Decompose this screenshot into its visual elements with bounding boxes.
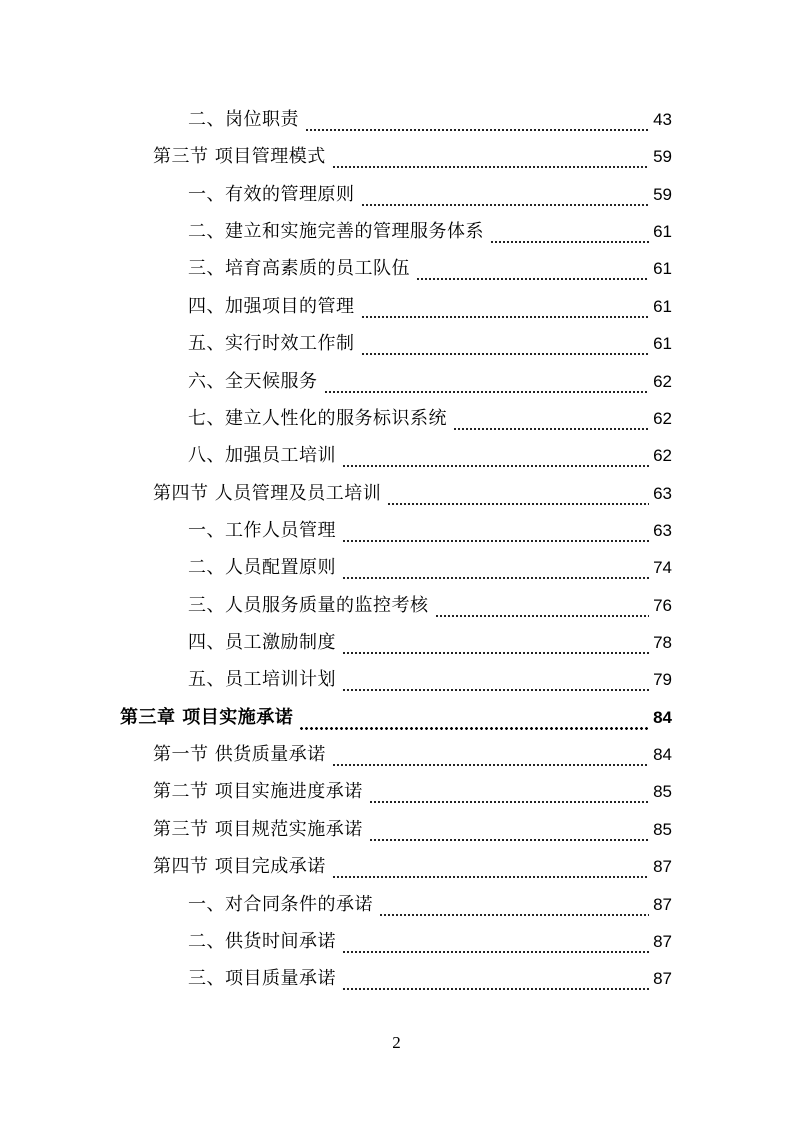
toc-entry[interactable] [0,250,793,287]
dot-leader [342,673,649,693]
toc-entry[interactable] [0,437,793,474]
dot-leader [379,898,649,918]
dot-leader [332,150,649,170]
dot-leader [342,561,649,581]
toc-entry-page: 61 [653,334,672,354]
toc-entry-page: 85 [653,782,672,802]
dot-leader [361,300,650,320]
toc-entry[interactable] [0,101,793,138]
page-number: 2 [392,1033,401,1052]
toc-entry[interactable] [0,400,793,437]
dot-leader [361,188,650,208]
toc-entry-page: 87 [653,894,672,914]
dot-leader [435,599,650,619]
toc-entry-title: 二、岗位职责 [188,109,299,130]
toc-entry[interactable] [0,848,793,885]
toc-entry-title: 一、工作人员管理 [188,519,336,541]
dot-leader [342,935,649,955]
dot-leader [332,748,649,768]
toc-entry-page: 84 [653,745,672,765]
toc-entry-title: 五、员工培训计划 [188,669,336,691]
dot-leader [305,113,649,133]
toc-entry-title: 三、培育高素质的员工队伍 [188,258,410,280]
toc-entry-title: 第四节 项目完成承诺 [153,856,326,878]
dot-leader [342,524,649,544]
dot-leader [332,860,649,880]
toc-entry[interactable] [0,325,793,362]
toc-entry[interactable] [0,736,793,773]
toc-entry-title: 四、加强项目的管理 [188,295,355,317]
toc-entry-title: 八、加强员工培训 [188,445,336,467]
toc-entry-page: 87 [653,857,672,877]
toc-entry[interactable] [0,512,793,549]
toc-entry-title: 第三节 项目规范实施承诺 [153,818,363,840]
toc-entry-page: 61 [653,222,672,242]
toc-entry[interactable] [0,475,793,512]
toc-entry-page: 78 [653,633,672,653]
toc-entry[interactable] [0,661,793,698]
toc-entry-title: 第一节 供货质量承诺 [153,744,326,766]
toc-entry-title: 第三章 项目实施承诺 [120,706,294,728]
toc-entry[interactable] [0,587,793,624]
toc-entry-page: 79 [653,670,672,690]
toc-entry-page: 61 [653,259,672,279]
dot-leader [342,449,649,469]
toc-entry-page: 59 [653,147,672,167]
toc-entry-title: 四、员工激励制度 [188,632,336,654]
toc-entry-title: 二、供货时间承诺 [188,930,336,952]
toc-entry-page: 85 [653,819,672,839]
toc-entry-title: 一、有效的管理原则 [188,183,355,205]
dot-leader [361,337,650,357]
dot-leader [387,487,649,507]
toc-entry[interactable] [0,923,793,960]
toc-entry-title: 第三节 项目管理模式 [153,146,326,168]
toc-entry[interactable] [0,773,793,810]
toc-entry[interactable] [0,886,793,923]
toc-entry[interactable] [0,699,793,736]
toc-entry[interactable] [0,213,793,250]
toc-entry-title: 第四节 人员管理及员工培训 [153,482,382,504]
toc-entry-page: 62 [653,408,672,428]
toc-entry-page: 87 [653,969,672,989]
dot-leader [342,972,649,992]
toc-entry-page: 63 [653,520,672,540]
toc-entry-title: 六、全天候服务 [188,370,318,392]
dot-leader [490,225,649,245]
toc-entry[interactable] [0,960,793,997]
toc-entry-title: 三、项目质量承诺 [188,968,336,990]
toc-entry[interactable] [0,176,793,213]
toc-entry[interactable] [0,363,793,400]
toc-entry-page: 62 [653,371,672,391]
toc-entry-title: 七、建立人性化的服务标识系统 [188,407,447,429]
toc-entry-page: 43 [653,110,672,129]
toc-entry-page: 61 [653,296,672,316]
dot-leader [453,412,649,432]
toc-entry-page: 84 [653,707,672,727]
dot-leader [369,823,649,843]
toc-entry-page: 59 [653,184,672,204]
toc-entry-page: 76 [653,595,672,615]
toc-entry-title: 三、人员服务质量的监控考核 [188,594,429,616]
toc-entry-title: 一、对合同条件的承诺 [188,893,373,915]
dot-leader [369,785,649,805]
dot-leader [299,711,649,731]
dot-leader [342,636,649,656]
toc-entry[interactable] [0,811,793,848]
table-of-contents [0,101,793,998]
toc-entry-page: 74 [653,558,672,578]
toc-entry[interactable] [0,549,793,586]
toc-entry-page: 62 [653,446,672,466]
dot-leader [416,262,649,282]
toc-entry[interactable] [0,138,793,175]
dot-leader [324,375,650,395]
toc-entry-page: 63 [653,483,672,503]
toc-entry-title: 二、人员配置原则 [188,557,336,579]
toc-entry-title: 二、建立和实施完善的管理服务体系 [188,221,484,243]
toc-entry-title: 五、实行时效工作制 [188,333,355,355]
toc-entry-page: 87 [653,931,672,951]
toc-entry[interactable] [0,624,793,661]
toc-entry[interactable] [0,288,793,325]
toc-entry-title: 第二节 项目实施进度承诺 [153,781,363,803]
